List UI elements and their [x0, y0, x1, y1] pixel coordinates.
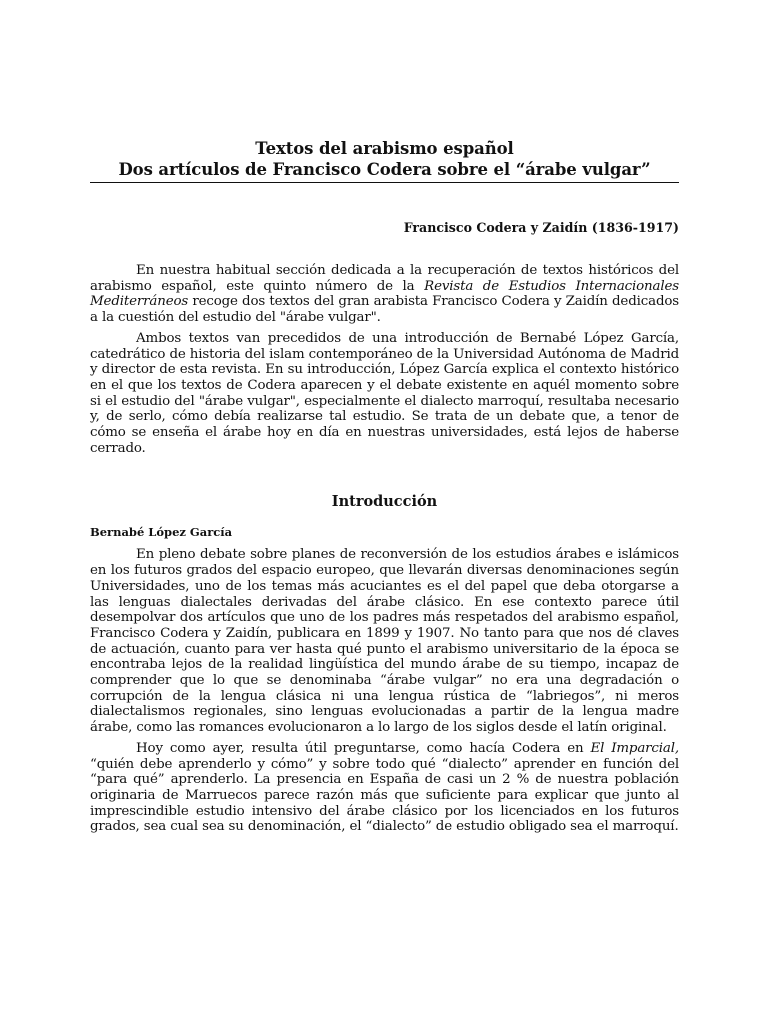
section-byline: Bernabé López García [90, 525, 233, 540]
document-title [90, 138, 679, 183]
author-attribution: Francisco Codera y Zaidín (1836-1917) [403, 220, 679, 235]
journal-title: Revista de Estudios Internacionales Mediterráneos [90, 278, 679, 310]
newspaper-title: El Imparcial, [590, 740, 679, 756]
section-paragraph-1: En pleno debate sobre planes de reconversión de los estudios árabes e islámicos en los futuros grados del espacio europeo, que llevarán diversas denominaciones según Universidades, uno de los temas más acuciantes es el del papel que deba otorgarse a las lenguas dialectales derivadas del árabe clásico. En ese contexto parece útil desempolvar dos artículos que uno de los padres más respetados del arabismo español, Francisco Codera y Zaidín, publicara en 1899 y 1907. No tanto para que nos dé claves de actuación, cuanto para ver hasta qué punto el arabismo universitario de la época se encontraba lejos de la realidad lingüística del mundo árabe de su tiempo, incapaz de comprender que lo que se denominaba “árabe vulgar” no era una degradación o corrupción de la lengua clásica ni una lengua rústica de “labriegos”, ni meros dialectalismos regionales, sino lenguas evolucionadas a partir de la lengua madre árabe, como las romances evolucionaron a lo largo de los siglos desde el latín original. [90, 547, 679, 736]
intro-paragraph-2: Ambos textos van precedidos de una introducción de Bernabé López García, catedrático de historia del islam contemporáneo de la Universidad Autónoma de Madrid y director de esta revista. En su introducción, López García explica el contexto histórico en el que los textos de Codera aparecen y el debate existente en aquél momento sobre si el estudio del "árabe vulgar", especialmente el dialecto marroquí, resultaba necesario y, de serlo, cómo debía realizarse tal estudio. Se trata de un debate que, a tenor de cómo se enseña el árabe hoy en día en nuestras universidades, está lejos de haberse cerrado. [90, 330, 679, 456]
section-paragraph-2-end: “quién debe aprenderlo y cómo” y sobre todo qué “dialecto” aprender en función del “para qué” aprenderlo. La presencia en España de casi un 2 % de nuestra población originaria de Marruecos parece razón más que suficiente para explicar que junto al imprescindible estudio intensivo del árabe clásico por los licenciados en los futuros grados, sea cual sea su denominación, el “dialecto” de estudio obligado sea el marroquí. [90, 756, 679, 835]
editorial-intro [90, 263, 679, 456]
document-page [90, 138, 679, 835]
intro-paragraph-1-start: En nuestra habitual sección dedicada a la recuperación de textos históricos del arabismo español, este quinto número de la [90, 263, 679, 294]
section-paragraph-2 [90, 741, 679, 835]
title-line-2: Dos artículos de Francisco Codera sobre el “árabe vulgar” [118, 160, 651, 179]
section-paragraph-2-start: Hoy como ayer, resulta útil preguntarse, como hacía Codera en [136, 740, 591, 756]
introduction-section [90, 493, 679, 835]
intro-paragraph-1 [90, 263, 679, 326]
section-heading: Introducción [331, 493, 438, 511]
title-line-1: Textos del arabismo español [255, 139, 514, 158]
intro-paragraph-1-end: recoge dos textos del gran arabista Francisco Codera y Zaidín dedicados a la cuestión del estudio del "árabe vulgar". [90, 294, 679, 326]
